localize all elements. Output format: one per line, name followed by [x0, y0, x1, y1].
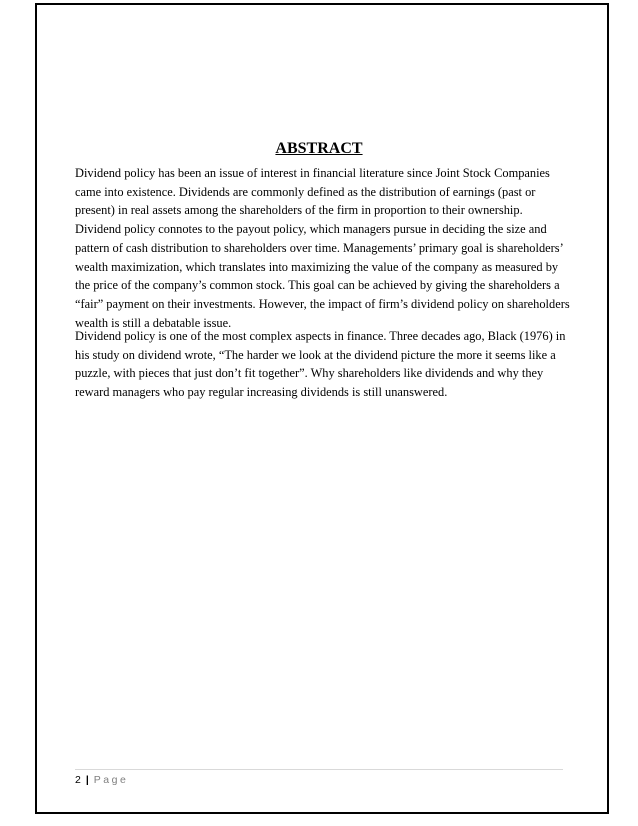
abstract-paragraph-2: Dividend policy is one of the most complex aspects in finance. Three decades ago, Black (1976) in his study on dividend wrote, “The harder we look at the dividend picture the more it seems like a puzzle, with pieces that just don’t fit together”. Why shareholders like dividends and why they reward managers who pay regular increasing dividends is still unanswered.	[75, 329, 566, 400]
page-border	[35, 3, 609, 814]
page-footer	[75, 774, 128, 786]
abstract-heading: ABSTRACT	[275, 140, 363, 157]
footer-separator: |	[85, 774, 89, 786]
footer-divider	[75, 769, 563, 770]
page-number: 2	[75, 774, 81, 786]
page-label: Page	[93, 774, 129, 786]
abstract-paragraph-1: Dividend policy has been an issue of interest in financial literature since Joint Stock Companies came into existence. Dividends are commonly defined as the distribution of earnings (past or present) in real assets among the shareholders of the firm in proportion to their ownership. Dividend policy connotes to the payout policy, which managers pursue in deciding the size and pattern of cash distribution to shareholders over time. Managements’ primary goal is shareholders’ wealth maximization, which translates into maximizing the value of the company as measured by the price of the company’s common stock. This goal can be achieved by giving the shareholders a “fair” payment on their investments. However, the impact of firm’s dividend policy on shareholders wealth is still a debatable issue.	[75, 166, 570, 330]
